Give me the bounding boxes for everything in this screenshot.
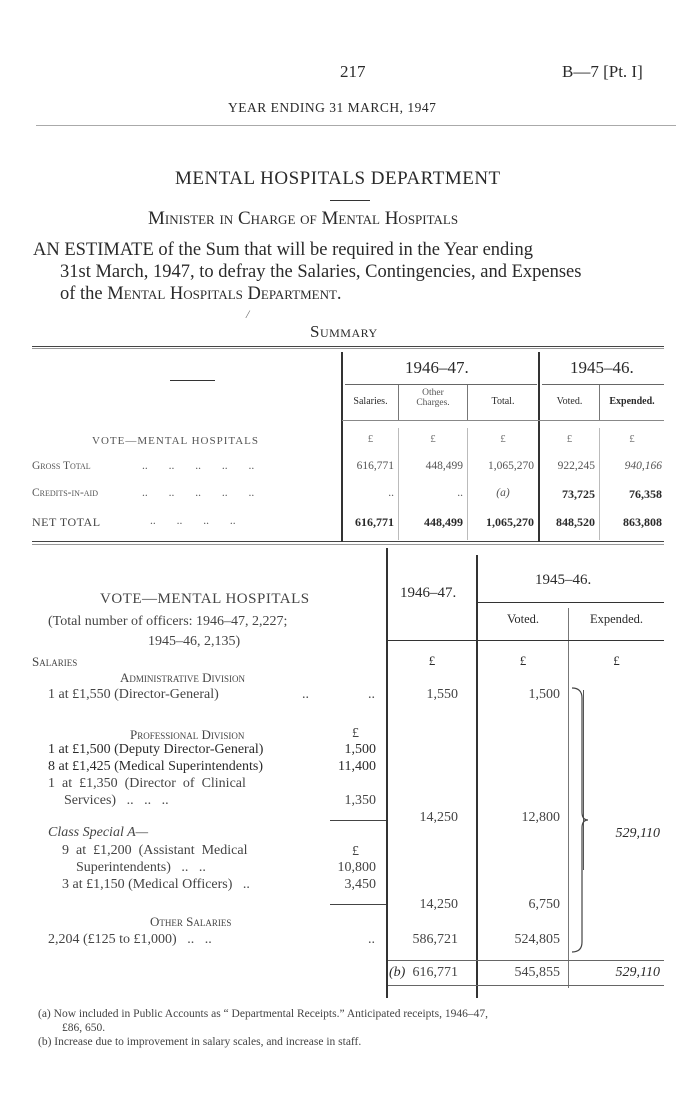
other-salaries-heading: Other Salaries	[150, 914, 232, 929]
detail-year-current: 1946–47.	[400, 585, 457, 601]
minister-heading: Minister in Charge of Mental Hospitals	[148, 208, 459, 229]
prof-division-heading: Professional Division	[130, 727, 245, 742]
department-name: Mental Hospitals Department	[107, 284, 337, 304]
class-current: 14,250	[419, 897, 458, 912]
estimate-line-3: of the Mental Hospitals Department.	[60, 284, 342, 304]
col-expended: Expended.	[609, 396, 655, 407]
footnote-a-line-1: (a) Now included in Public Accounts as “ Departmental Receipts.” Anticipated receipts, 1946–47,	[38, 1008, 488, 1020]
summary-dash	[170, 380, 215, 381]
estimate-lead: AN ESTIMATE	[33, 240, 154, 260]
title-rule	[330, 200, 370, 201]
footnote-b: (b) Increase due to improvement in salary scales, and increase in staff.	[38, 1036, 362, 1048]
prof-voted: 12,800	[521, 810, 560, 825]
expended-bracket	[570, 686, 590, 954]
summary-vote-label: VOTE—MENTAL HOSPITALS	[92, 435, 260, 447]
officers-line-2: 1945–46, 2,135)	[148, 634, 241, 649]
year-heading: YEAR ENDING 31 MARCH, 1947	[228, 100, 437, 115]
detail-col-voted: Voted.	[506, 612, 540, 626]
estimate-line-1-text: of the Sum that will be required in the Year ending	[153, 240, 533, 260]
footnote-a-line-2: £86, 650.	[62, 1022, 106, 1034]
class-special-heading: Class Special A—	[48, 825, 149, 840]
class-voted: 6,750	[528, 897, 560, 912]
page-number: 217	[340, 62, 366, 81]
summary-year-current: 1946–47.	[405, 358, 469, 377]
detail-year-previous: 1945–46.	[535, 572, 592, 588]
document-reference: B—7 [Pt. I]	[562, 62, 643, 81]
salaries-heading: Salaries	[32, 654, 78, 669]
summary-year-previous: 1945–46.	[570, 358, 634, 377]
detail-col-expended: Expended.	[589, 612, 644, 626]
col-total: Total.	[491, 396, 515, 407]
officers-line-1: (Total number of officers: 1946–47, 2,227;	[48, 614, 288, 629]
detail-vote-title: VOTE—MENTAL HOSPITALS	[100, 591, 310, 607]
summary-heading: Summary	[310, 322, 378, 341]
col-salaries: Salaries.	[353, 396, 388, 407]
pencil-mark: /	[246, 307, 250, 321]
estimate-line-2: 31st March, 1947, to defray the Salaries, Contingencies, and Expenses	[60, 262, 582, 282]
col-other-charges: Other Charges.	[416, 388, 450, 408]
header-rule	[36, 125, 676, 126]
admin-division-heading: Administrative Division	[120, 670, 246, 685]
col-voted: Voted.	[556, 396, 583, 407]
department-title: MENTAL HOSPITALS DEPARTMENT	[175, 168, 501, 189]
prof-current: 14,250	[419, 810, 458, 825]
estimate-line-1	[33, 240, 533, 261]
expended-bracket-value: 529,110	[615, 826, 660, 841]
